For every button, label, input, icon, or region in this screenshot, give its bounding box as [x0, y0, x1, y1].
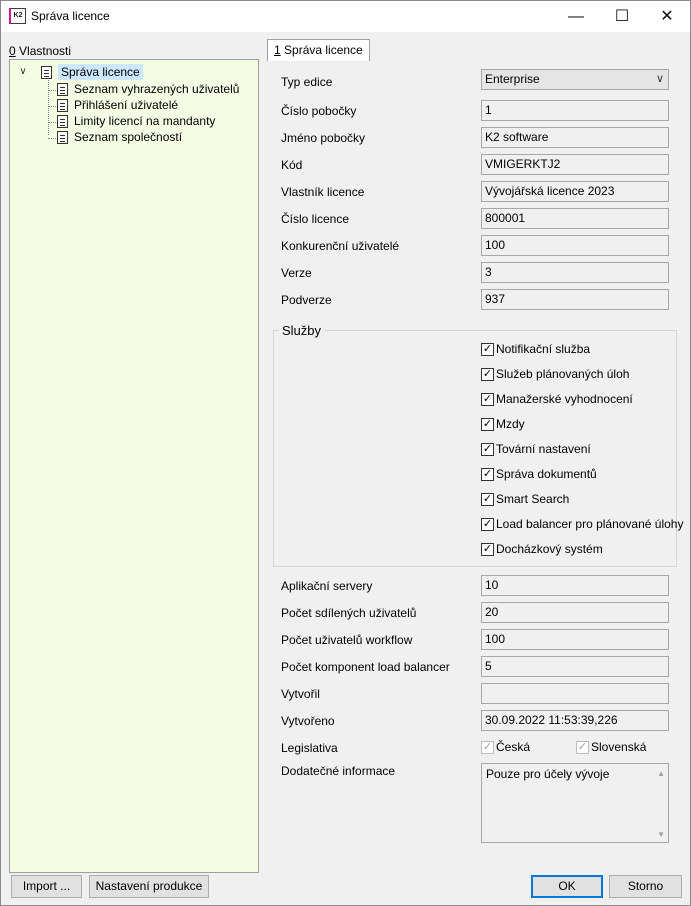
version-field[interactable]: 3: [481, 262, 669, 283]
services-group-title: Služby: [279, 323, 324, 338]
edition-type-select[interactable]: [481, 69, 669, 90]
tree-connector: [48, 90, 56, 91]
load-balancer-components-field[interactable]: 5: [481, 656, 669, 677]
properties-tree[interactable]: [9, 59, 259, 873]
tree-connector: [48, 106, 56, 107]
checkbox-checked-icon[interactable]: ✓: [482, 393, 493, 405]
checkbox-label: Tovární nastavení: [496, 442, 591, 456]
tree-item-label[interactable]: Seznam společností: [74, 130, 183, 144]
subversion-label: Podverze: [281, 293, 332, 307]
workflow-users-field[interactable]: 100: [481, 629, 669, 650]
services-group: [273, 330, 677, 567]
checkbox-label: Docházkový systém: [496, 542, 603, 556]
workflow-users-label: Počet uživatelů workflow: [281, 633, 413, 647]
scroll-up-icon[interactable]: ▲: [657, 769, 665, 778]
chevron-down-icon[interactable]: ∨: [655, 73, 664, 85]
created-at-label: Vytvořeno: [281, 714, 335, 728]
concurrent-users-label: Konkurenční uživatelé: [281, 239, 400, 253]
legislation-label: Legislativa: [281, 741, 338, 755]
checkbox-checked-icon[interactable]: ✓: [482, 468, 493, 480]
document-icon: [57, 83, 68, 96]
checkbox-label: Slovenská: [591, 740, 647, 754]
tree-connector: [48, 122, 56, 123]
additional-info-value: Pouze pro účely vývoje: [486, 767, 610, 781]
branch-number-field[interactable]: 1: [481, 100, 669, 121]
k2-app-icon: K2: [10, 8, 26, 24]
additional-info-label: Dodatečné informace: [281, 764, 396, 778]
edition-type-value: Enterprise: [485, 72, 540, 86]
document-icon: [57, 115, 68, 128]
shared-users-label: Počet sdílených uživatelů: [281, 606, 417, 620]
checkbox-checked-icon[interactable]: ✓: [482, 493, 493, 505]
created-at-field[interactable]: 30.09.2022 11:53:39,226: [481, 710, 669, 731]
ok-button[interactable]: OK: [531, 875, 603, 898]
checkbox-label: Load balancer pro plánované úlohy: [496, 517, 684, 531]
checkbox-checked-icon[interactable]: ✓: [482, 741, 493, 753]
production-settings-button[interactable]: Nastavení produkce: [89, 875, 209, 898]
branch-name-label: Jméno pobočky: [281, 131, 366, 145]
license-owner-label: Vlastník licence: [281, 185, 365, 199]
document-icon: [41, 66, 52, 79]
version-label: Verze: [281, 266, 312, 280]
checkbox-label: Notifikační služba: [496, 342, 591, 356]
tree-item-label[interactable]: Přihlášení uživatelé: [74, 98, 179, 112]
checkbox-checked-icon[interactable]: ✓: [482, 443, 493, 455]
checkbox-label: Smart Search: [496, 492, 570, 506]
load-balancer-components-label: Počet komponent load balancer: [281, 660, 450, 674]
additional-info-textarea[interactable]: [481, 763, 669, 843]
document-icon: [57, 131, 68, 144]
title-bar: [1, 1, 690, 32]
subversion-field[interactable]: 937: [481, 289, 669, 310]
branch-number-label: Číslo pobočky: [281, 104, 357, 118]
maximize-button[interactable]: ☐: [614, 8, 630, 25]
checkbox-checked-icon[interactable]: ✓: [482, 418, 493, 430]
checkbox-label: Česká: [496, 740, 531, 754]
minimize-button[interactable]: —: [568, 8, 584, 25]
checkbox-checked-icon[interactable]: ✓: [577, 741, 588, 753]
close-button[interactable]: ✕: [660, 8, 674, 25]
checkbox-label: Správa dokumentů: [496, 467, 597, 481]
license-number-field[interactable]: 800001: [481, 208, 669, 229]
app-servers-field[interactable]: 10: [481, 575, 669, 596]
checkbox-checked-icon[interactable]: ✓: [482, 368, 493, 380]
license-owner-field[interactable]: Vývojářská licence 2023: [481, 181, 669, 202]
checkbox-label: Mzdy: [496, 417, 525, 431]
cancel-button[interactable]: Storno: [609, 875, 682, 898]
import-button[interactable]: Import ...: [11, 875, 82, 898]
checkbox-checked-icon[interactable]: ✓: [482, 343, 493, 355]
tree-connector: [48, 80, 49, 135]
concurrent-users-field[interactable]: 100: [481, 235, 669, 256]
tree-root-label[interactable]: Správa licence: [58, 64, 143, 80]
license-number-label: Číslo licence: [281, 212, 350, 226]
checkbox-label: Manažerské vyhodnocení: [496, 392, 633, 406]
tree-connector: [48, 138, 56, 139]
created-by-label: Vytvořil: [281, 687, 320, 701]
branch-name-field[interactable]: K2 software: [481, 127, 669, 148]
window-title: Správa licence: [31, 9, 110, 23]
tab-license-management[interactable]: 1 Správa licence: [267, 39, 370, 61]
app-servers-label: Aplikační servery: [281, 579, 373, 593]
checkbox-label: Služeb plánovaných úloh: [496, 367, 630, 381]
code-field[interactable]: VMIGERKTJ2: [481, 154, 669, 175]
edition-type-label: Typ edice: [281, 75, 333, 89]
scroll-down-icon[interactable]: ▼: [657, 830, 665, 839]
chevron-down-icon[interactable]: ∨: [19, 66, 27, 77]
checkbox-checked-icon[interactable]: ✓: [482, 518, 493, 530]
created-by-field[interactable]: [481, 683, 669, 704]
checkbox-checked-icon[interactable]: ✓: [482, 543, 493, 555]
document-icon: [57, 99, 68, 112]
properties-label: 0 Vlastnosti: [9, 44, 72, 58]
shared-users-field[interactable]: 20: [481, 602, 669, 623]
tree-item-label[interactable]: Limity licencí na mandanty: [74, 114, 216, 128]
tree-item-label[interactable]: Seznam vyhrazených uživatelů: [74, 82, 240, 96]
code-label: Kód: [281, 158, 303, 172]
